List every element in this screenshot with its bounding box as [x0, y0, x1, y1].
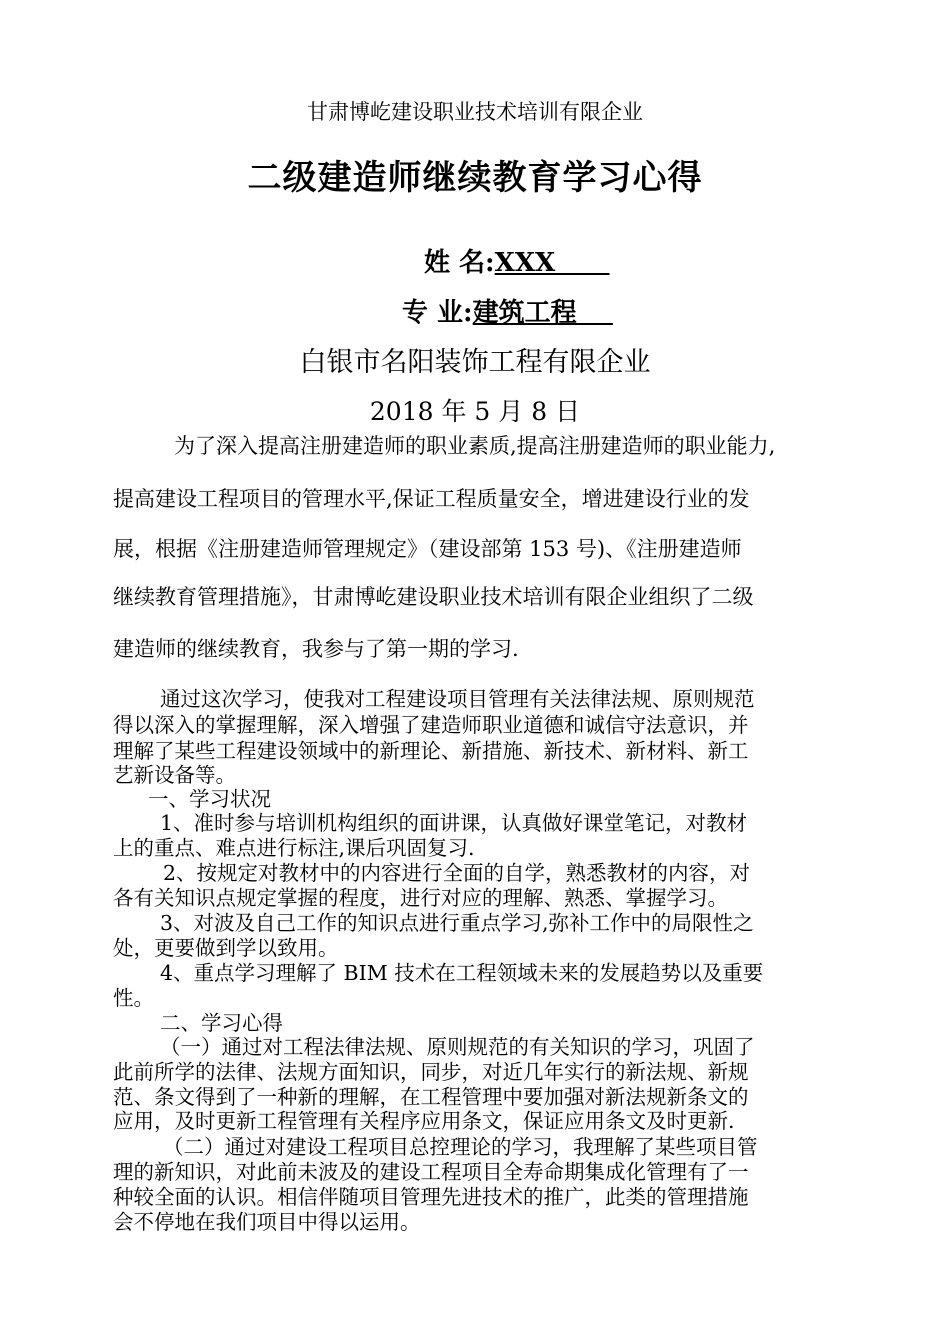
body-line: 性。 [113, 986, 154, 1010]
intro-line: 继续教育管理措施》，甘肃博屹建设职业技术培训有限企业组织了二级 [113, 585, 754, 609]
body-line: 各有关知识点规定掌握的程度，进行对应的理解、熟悉、掌握学习。 [113, 886, 728, 910]
body-line: 2、按规定对教材中的内容进行全面的自学，熟悉教材的内容，对 [163, 861, 751, 885]
body-line: 上的重点、难点进行标注,课后巩固复习. [113, 836, 475, 860]
organization-header: 甘肃博屹建设职业技术培训有限企业 [307, 100, 643, 124]
major-label: 专 业: [402, 298, 473, 328]
body-line: 此前所学的法律、法规方面知识，同步，对近几年实行的新法规、新规 [113, 1060, 749, 1084]
section-heading: 二、学习心得 [160, 1011, 283, 1035]
body-line: 1、准时参与培训机构组织的面讲课，认真做好课堂笔记，对教材 [160, 811, 748, 835]
body-line: 得以深入的掌握理解，深入增强了建造师职业道德和诚信守法意识，并 [113, 713, 749, 737]
body-line: 范、条文得到了一种新的理解，在工程管理中要加强对新法规新条文的 [113, 1085, 749, 1109]
body-line: 理的新知识，对此前未波及的建设工程项目全寿命期集成化管理有了一 [113, 1160, 749, 1184]
name-value: XXX [494, 248, 610, 278]
major-field [402, 292, 613, 329]
body-line: 应用，及时更新工程管理有关程序应用条文，保证应用条文及时更新. [113, 1109, 735, 1133]
body-line: 通过这次学习，使我对工程建设项目管理有关法律法规、原则规范 [160, 687, 755, 711]
body-line: （一）通过对工程法律法规、原则规范的有关知识的学习，巩固了 [160, 1035, 755, 1059]
name-label: 姓 名: [424, 248, 495, 278]
body-line: 理解了某些工程建设领域中的新理论、新措施、新技术、新材料、新工 [113, 739, 749, 763]
document-title: 二级建造师继续教育学习心得 [247, 158, 703, 198]
name-field [424, 242, 610, 279]
intro-line: 展，根据《注册建造师管理规定》（建设部第 153 号)、《注册建造师 [113, 537, 742, 561]
body-line: （二）通过对建设工程项目总控理论的学习，我理解了某些项目管 [163, 1135, 758, 1159]
major-value: 建筑工程 [472, 298, 613, 328]
section-heading: 一、学习状况 [148, 787, 271, 811]
body-line: 艺新设备等。 [113, 763, 236, 787]
body-line: 3、对波及自己工作的知识点进行重点学习,弥补工作中的局限性之 [160, 911, 754, 935]
body-line: 4、重点学习理解了 BIM 技术在工程领域未来的发展趋势以及重要 [160, 961, 764, 985]
intro-line: 提高建设工程项目的管理水平,保证工程质量安全，增进建设行业的发 [113, 487, 750, 511]
body-line: 会不停地在我们项目中得以运用。 [113, 1210, 421, 1234]
body-line: 处，更要做到学以致用。 [113, 936, 339, 960]
company-name: 白银市名阳装饰工程有限企业 [299, 347, 651, 378]
body-line: 种较全面的认识。相信伴随项目管理先进技术的推广，此类的管理措施 [113, 1185, 749, 1209]
intro-line: 为了深入提高注册建造师的职业素质,提高注册建造师的职业能力, [174, 434, 776, 458]
document-date: 2018 年 5 月 8 日 [369, 397, 581, 426]
intro-line: 建造师的继续教育，我参与了第一期的学习. [113, 637, 519, 661]
